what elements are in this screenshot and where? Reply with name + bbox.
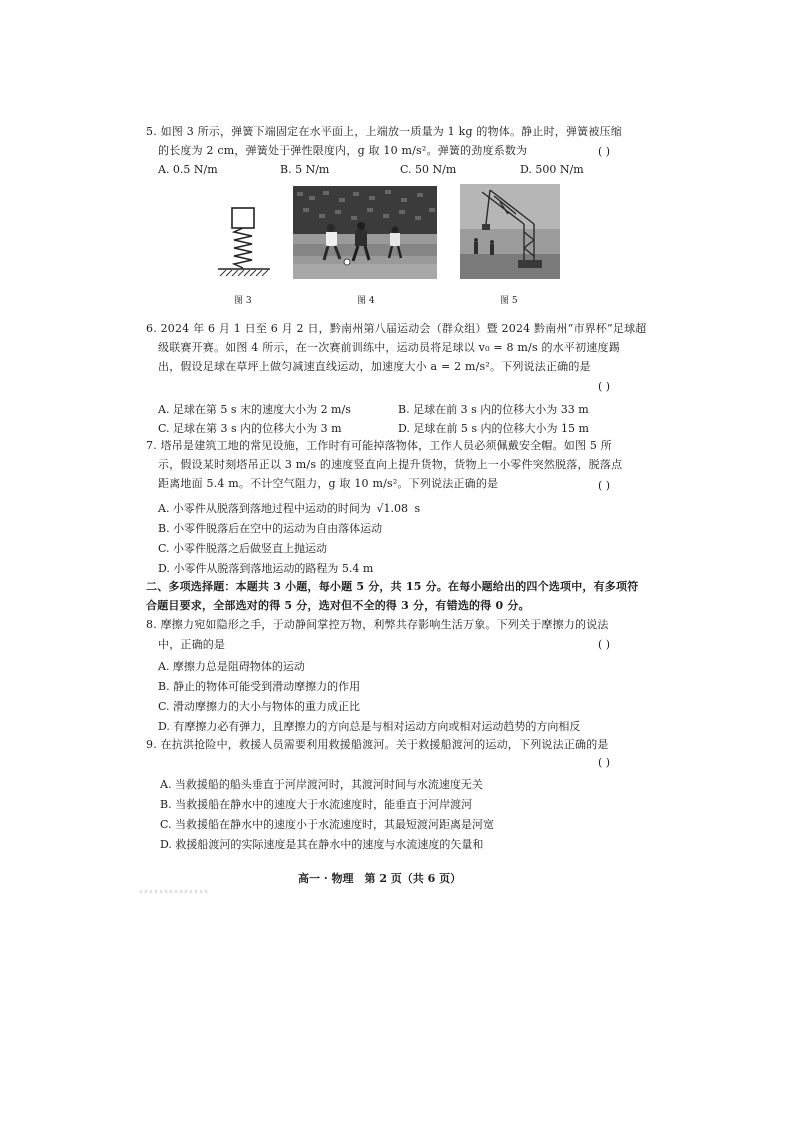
q6-stem-line3: 出，假设足球在草坪上做匀减速直线运动，加速度大小 a = 2 m/s²。下列说法正确的是 bbox=[158, 360, 591, 373]
q6-stem-line2: 级联赛开赛。如图 4 所示，在一次赛前训练中，运动员将足球以 v₀ = 8 m/s 的水平初速度踢 bbox=[158, 341, 620, 354]
q9-option-c: C. 当救援船在静水中的速度小于水流速度时，其最短渡河距离是河宽 bbox=[160, 818, 495, 831]
q7-stem-line3: 距离地面 5.4 m。不计空气阻力，g 取 10 m/s²。下列说法正确的是 bbox=[158, 477, 499, 490]
spring bbox=[234, 228, 252, 268]
block bbox=[232, 208, 254, 228]
q5-option-d: D. 500 N/m bbox=[520, 163, 584, 176]
q8-stem-line1: 8. 摩擦力宛如隐形之手，于动静间掌控万物，利弊共存影响生活万象。下列关于摩擦力的说法 bbox=[146, 618, 609, 631]
q7-option-a-sqrt: √1.08 bbox=[376, 502, 408, 515]
q8-option-a: A. 摩擦力总是阻碍物体的运动 bbox=[158, 660, 305, 673]
q7-option-a bbox=[158, 500, 420, 516]
q7-option-b: B. 小零件脱落后在空中的运动为自由落体运动 bbox=[158, 522, 383, 535]
q8-answer-paren: ( ) bbox=[598, 638, 611, 651]
crane-cargo bbox=[482, 224, 490, 230]
q7-stem-line2: 示，假设某时刻塔吊正以 3 m/s 的速度竖直向上提升货物，货物上一小零件突然脱落，脱落点 bbox=[158, 458, 623, 471]
q8-option-c: C. 滑动摩擦力的大小与物体的重力成正比 bbox=[158, 700, 361, 713]
q6-option-d: D. 足球在前 5 s 内的位移大小为 15 m bbox=[398, 422, 589, 435]
ground-hatch bbox=[220, 270, 268, 276]
figure3-caption: 图 3 bbox=[234, 296, 252, 306]
football-photo bbox=[293, 186, 437, 279]
q9-option-b: B. 当救援船在静水中的速度大于水流速度时，能垂直于河岸渡河 bbox=[160, 798, 473, 811]
q7-option-a-unit: s bbox=[414, 502, 421, 515]
q9-stem-line1: 9. 在抗洪抢险中，救援人员需要利用救援船渡河。关于救援船渡河的运动，下列说法正确的是 bbox=[146, 738, 609, 751]
q7-option-d: D. 小零件从脱落到落地运动的路程为 5.4 m bbox=[158, 562, 374, 575]
q6-answer-paren: ( ) bbox=[598, 380, 611, 393]
crane-base bbox=[518, 260, 542, 268]
q5-stem-line2: 的长度为 2 cm，弹簧处于弹性限度内，g 取 10 m/s²。弹簧的劲度系数为 bbox=[158, 144, 528, 157]
q6-option-c: C. 足球在第 3 s 内的位移大小为 3 m bbox=[158, 422, 342, 435]
q5-answer-paren: ( ) bbox=[598, 145, 611, 158]
q8-stem-line2: 中，正确的是 bbox=[158, 638, 226, 651]
q7-option-a-text: A. 小零件从脱落到落地过程中运动的时间为 bbox=[158, 502, 371, 515]
spring-block-figure bbox=[212, 196, 274, 284]
q6-stem-line1: 6. 2024 年 6 月 1 日至 6 月 2 日，黔南州第八届运动会（群众组）暨 2024 黔南州“市界杯”足球超 bbox=[146, 322, 647, 335]
q8-option-b: B. 静止的物体可能受到滑动摩擦力的作用 bbox=[158, 680, 361, 693]
q5-option-c: C. 50 N/m bbox=[400, 163, 457, 176]
q7-answer-paren: ( ) bbox=[598, 479, 611, 492]
section2-heading-line1: 二、多项选择题：本题共 3 小题，每小题 5 分，共 15 分。在每小题给出的四个选项中，有多项符 bbox=[146, 580, 639, 593]
q9-option-d: D. 救援船渡河的实际速度是其在静水中的速度与水流速度的矢量和 bbox=[160, 838, 484, 851]
figure4-caption: 图 4 bbox=[357, 296, 375, 306]
q7-option-c: C. 小零件脱落之后做竖直上抛运动 bbox=[158, 542, 328, 555]
page-footer: 高一 · 物理 第 2 页（共 6 页） bbox=[298, 872, 462, 885]
q6-option-b: B. 足球在前 3 s 内的位移大小为 33 m bbox=[398, 403, 589, 416]
scan-smudge bbox=[140, 890, 210, 893]
q8-option-d: D. 有摩擦力必有弹力，且摩擦力的方向总是与相对运动方向或相对运动趋势的方向相反 bbox=[158, 720, 581, 733]
section2-heading-line2: 合题目要求，全部选对的得 5 分，选对但不全的得 3 分，有错选的得 0 分。 bbox=[146, 599, 530, 612]
q5-option-b: B. 5 N/m bbox=[280, 163, 330, 176]
football bbox=[344, 259, 350, 265]
q5-option-a: A. 0.5 N/m bbox=[158, 163, 218, 176]
q5-stem-line1: 5. 如图 3 所示，弹簧下端固定在水平面上，上端放一质量为 1 kg 的物体。静止时，弹簧被压缩 bbox=[146, 125, 622, 138]
q6-option-a: A. 足球在第 5 s 末的速度大小为 2 m/s bbox=[158, 403, 351, 416]
tower-crane-photo bbox=[460, 184, 560, 279]
q9-answer-paren: ( ) bbox=[598, 756, 611, 769]
figure5-caption: 图 5 bbox=[500, 296, 518, 306]
q9-option-a: A. 当救援船的船头垂直于河岸渡河时，其渡河时间与水流速度无关 bbox=[160, 778, 483, 791]
q7-stem-line1: 7. 塔吊是建筑工地的常见设施，工作时有可能掉落物体，工作人员必须佩戴安全帽。如图 5 所 bbox=[146, 439, 612, 452]
